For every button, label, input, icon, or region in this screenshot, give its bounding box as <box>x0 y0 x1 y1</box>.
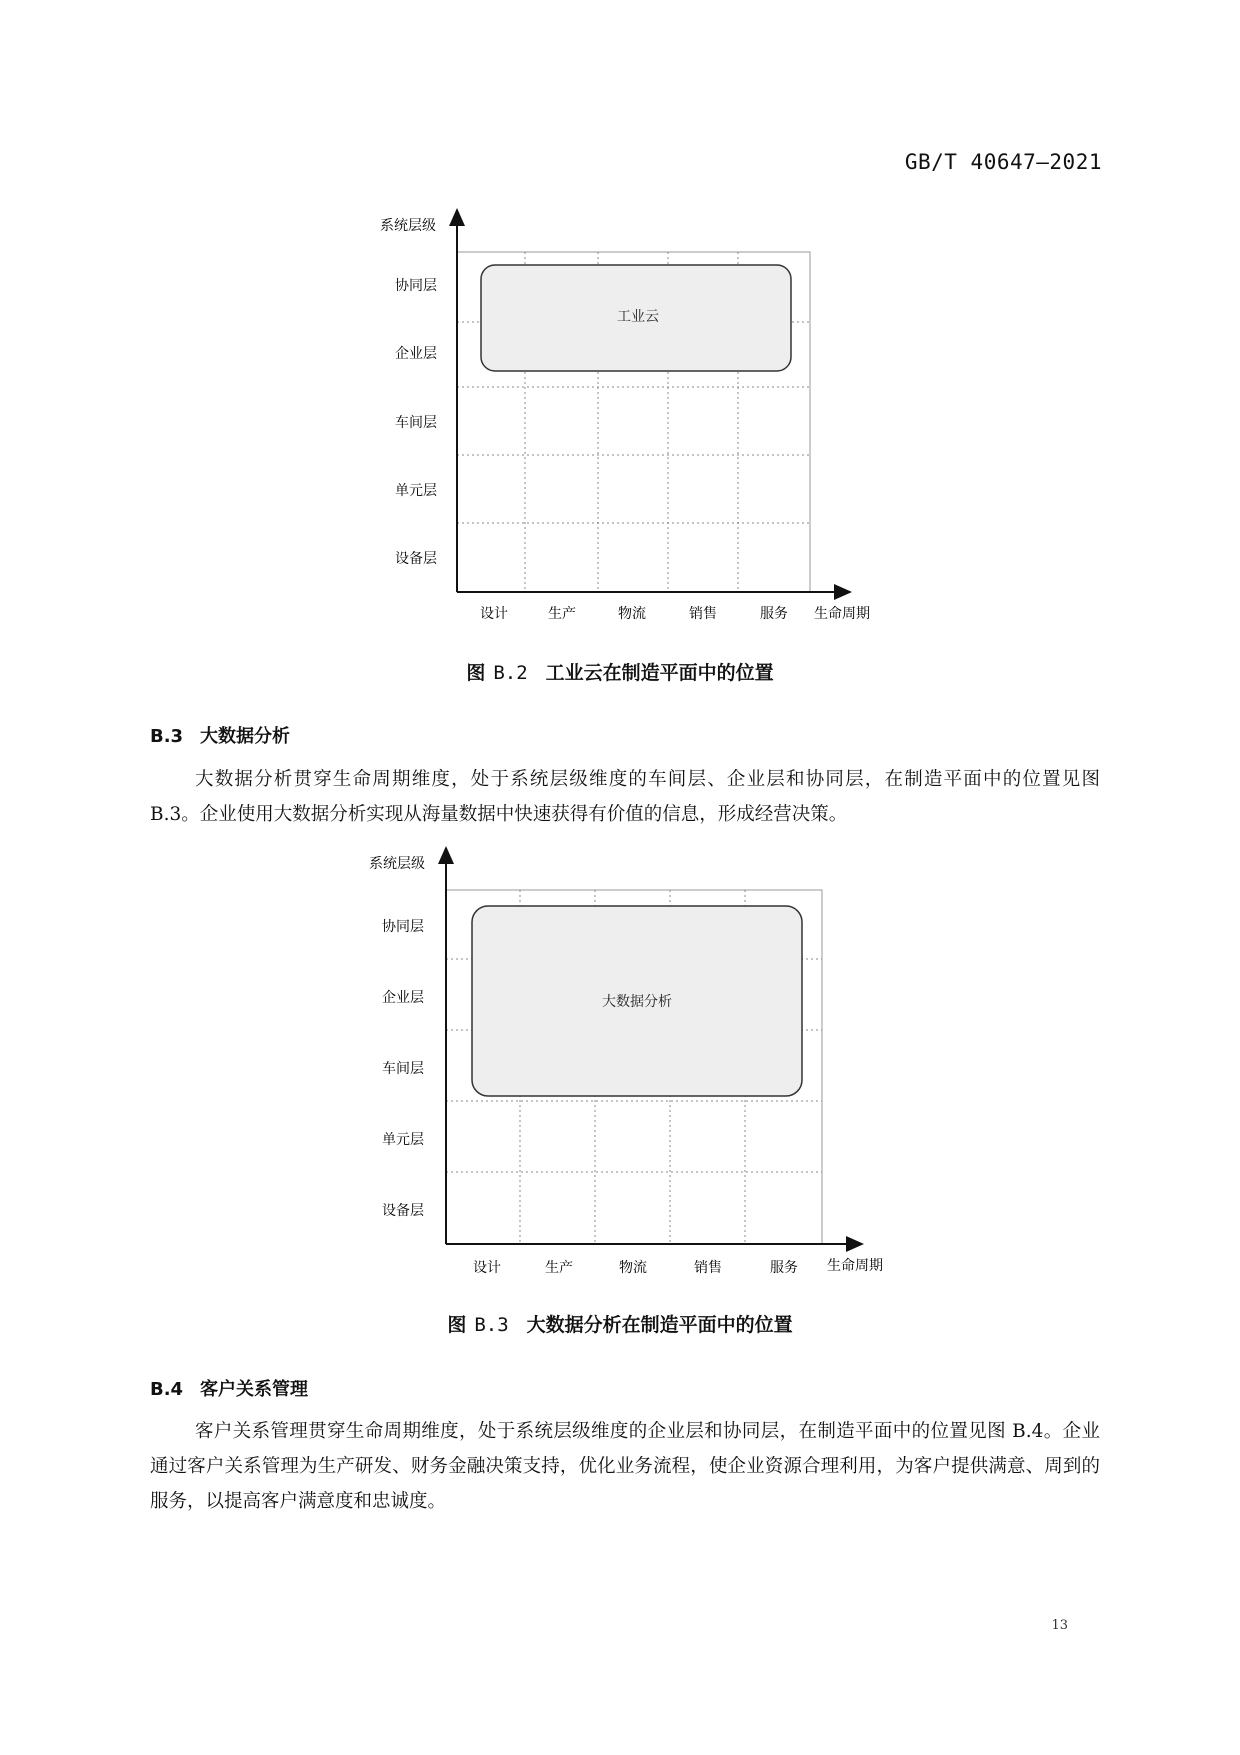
section-b3-heading: B.3 大数据分析 <box>150 726 290 747</box>
lifecycle-label: 生产 <box>548 606 576 622</box>
figure-b2-caption: 图 B.2 工业云在制造平面中的位置 <box>466 662 774 684</box>
section-b4-heading: B.4 客户关系管理 <box>150 1379 308 1400</box>
page-number: 13 <box>1051 1618 1068 1633</box>
lifecycle-label: 设计 <box>473 1260 501 1276</box>
layer-label: 单元层 <box>395 483 437 499</box>
layer-label: 单元层 <box>382 1132 424 1148</box>
lifecycle-label: 销售 <box>689 606 717 622</box>
y-axis-title: 系统层级 <box>380 218 436 234</box>
layer-label: 车间层 <box>395 415 437 431</box>
layer-label: 企业层 <box>382 990 424 1006</box>
box-label: 大数据分析 <box>602 994 672 1010</box>
layer-label: 车间层 <box>382 1061 424 1077</box>
figure-b3-caption: 图 B.3 大数据分析在制造平面中的位置 <box>447 1314 793 1336</box>
layer-label: 协同层 <box>382 919 424 935</box>
lifecycle-label: 物流 <box>619 1260 647 1276</box>
lifecycle-label: 服务 <box>770 1260 798 1276</box>
lifecycle-label: 销售 <box>694 1260 722 1276</box>
layer-label: 设备层 <box>382 1203 424 1219</box>
x-axis-title: 生命周期 <box>827 1258 883 1274</box>
lifecycle-label: 设计 <box>480 606 508 622</box>
box-label: 工业云 <box>617 309 659 325</box>
layer-label: 协同层 <box>395 278 437 294</box>
y-axis-title: 系统层级 <box>369 856 425 872</box>
standard-code: GB/T 40647—2021 <box>904 150 1102 174</box>
layer-label: 企业层 <box>395 346 437 362</box>
layer-label: 设备层 <box>395 551 437 567</box>
x-axis-title: 生命周期 <box>814 606 870 622</box>
lifecycle-label: 服务 <box>760 606 788 622</box>
section-b4-paragraph: 客户关系管理贯穿生命周期维度，处于系统层级维度的企业层和协同层，在制造平面中的位置见图 B.4。企业通过客户关系管理为生产研发、财务金融决策支持，优化业务流程，使企业资源合理利用，为客户提供满意、周到的服务，以提高客户满意度和忠诚度。 <box>150 1421 1100 1512</box>
lifecycle-label: 物流 <box>618 606 646 622</box>
lifecycle-label: 生产 <box>545 1260 573 1276</box>
section-b3-paragraph: 大数据分析贯穿生命周期维度，处于系统层级维度的车间层、企业层和协同层，在制造平面中的位置见图 B.3。企业使用大数据分析实现从海量数据中快速获得有价值的信息，形成经营决策。 <box>150 769 1100 825</box>
